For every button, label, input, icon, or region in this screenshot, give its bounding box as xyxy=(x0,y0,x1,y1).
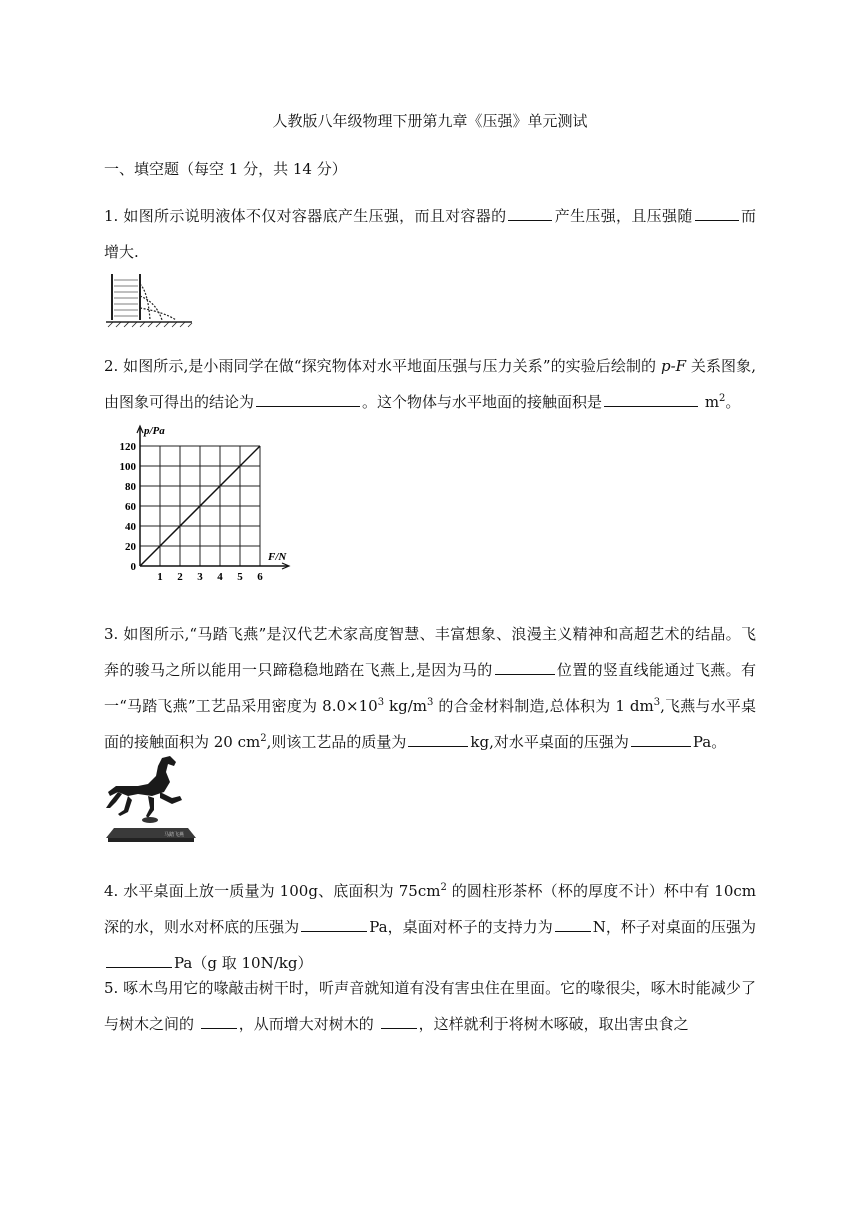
q3-sup-2: 3 xyxy=(427,697,434,708)
q1-blank-2[interactable] xyxy=(695,206,739,221)
q4-text-2: 的圆柱形茶杯（杯的厚度不计）杯中有 10cm 深的水，则水对杯底的压强为 xyxy=(104,882,756,936)
q3-blank-1[interactable] xyxy=(495,660,555,675)
q3-text-7: kg,对水平桌面的压强为 xyxy=(470,733,629,751)
q2-blank-2[interactable] xyxy=(604,392,698,407)
q3-text-1: 3. 如图所示,“马踏飞燕”是汉代艺术家高度智慧、丰富想象、浪漫主义精神和高超艺术的结晶。飞奔的骏马之所以能用一只蹄稳稳地踏在飞燕上,是因为马的 xyxy=(104,625,756,679)
p-f-chart xyxy=(104,420,304,589)
q3-blank-3[interactable] xyxy=(631,732,691,747)
page-title: 人教版八年级物理下册第九章《压强》单元测试 xyxy=(272,112,588,130)
q3-text-4: 的合金材料制造,总体积为 1 dm xyxy=(433,697,654,715)
q4-sup: 2 xyxy=(440,882,447,893)
q4-text-3: Pa，桌面对杯子的支持力为 xyxy=(369,918,553,936)
x-axis-label: F/N xyxy=(268,551,287,563)
y-tick-label: 20 xyxy=(125,541,136,553)
q2-unit-sup: 2 xyxy=(719,393,726,404)
q1-text-3: 而增大. xyxy=(104,207,756,261)
question-3 xyxy=(104,616,756,760)
q5-blank-1[interactable] xyxy=(201,1014,237,1029)
q3-sup-4: 2 xyxy=(260,733,267,744)
q3-text-2: 位置的竖直线能通过飞燕。有一“马踏飞燕”工艺品采用密度为 8.0×10 xyxy=(104,661,756,715)
q2-text-end: 。 xyxy=(725,393,741,411)
x-tick-label: 5 xyxy=(237,571,243,583)
x-tick-label: 1 xyxy=(157,571,163,583)
y-tick-label: 60 xyxy=(125,501,136,513)
q4-blank-2[interactable] xyxy=(555,917,591,932)
liquid-pressure-figure xyxy=(104,270,196,334)
y-tick-label: 80 xyxy=(125,481,136,493)
q4-blank-1[interactable] xyxy=(301,917,367,932)
horse-plaque-text: 马踏飞燕 xyxy=(164,832,185,838)
x-tick-label: 4 xyxy=(217,571,223,583)
origin-label: 0 xyxy=(130,561,136,573)
q5-blank-2[interactable] xyxy=(381,1014,417,1029)
q3-text-6: ,则该工艺品的质量为 xyxy=(266,733,407,751)
q2-blank-1[interactable] xyxy=(256,392,360,407)
q3-text-3: kg/m xyxy=(384,697,427,715)
q4-text-5: Pa（g 取 10N/kg） xyxy=(174,954,313,972)
x-tick-label: 2 xyxy=(177,571,183,583)
q4-text-4: N，杯子对桌面的压强为 xyxy=(592,918,756,936)
question-5 xyxy=(104,970,756,1042)
q3-text-5: ,飞燕与水平桌面的接触面积为 20 cm xyxy=(104,697,756,751)
question-4 xyxy=(104,873,756,981)
q1-text-2: 产生压强，且压强随 xyxy=(554,207,693,225)
q2-text-1: 2. 如图所示,是小雨同学在做“探究物体对水平地面压强与压力关系”的实验后绘制的 xyxy=(104,357,657,375)
q3-sup-3: 3 xyxy=(653,697,661,708)
question-1 xyxy=(104,198,756,270)
p-f-chart-svg xyxy=(104,420,304,585)
q4-text-1: 4. 水平桌面上放一质量为 100g、底面积为 75cm xyxy=(104,882,441,900)
q5-text-1: 5. 啄木鸟用它的喙敲击树干时，听声音就知道有没有害虫住在里面。它的喙很尖，啄木时能减少了与树木之间的 xyxy=(104,979,756,1033)
y-tick-label: 120 xyxy=(119,441,136,453)
q2-text-2: 关系图象,由图象可得出的结论为 xyxy=(104,357,756,411)
q5-text-3: ，这样就利于将树木啄破，取出害虫食之 xyxy=(418,1015,689,1033)
x-tick-label: 3 xyxy=(197,571,203,583)
x-tick-label: 6 xyxy=(257,571,263,583)
q3-sup-1: 3 xyxy=(377,697,385,708)
q1-blank-1[interactable] xyxy=(508,206,552,221)
q1-text-1: 1. 如图所示说明液体不仅对容器底产生压强，而且对容器的 xyxy=(104,207,507,225)
q2-unit: m xyxy=(704,393,720,411)
q2-pf-label: p-F xyxy=(660,357,687,375)
y-axis-label: p/Pa xyxy=(144,425,165,437)
section-heading: 一、填空题（每空 1 分，共 14 分） xyxy=(104,160,347,178)
q3-text-8: Pa。 xyxy=(692,733,727,751)
q5-text-2: ，从而增大对树木的 xyxy=(238,1015,374,1033)
q2-text-3: 。这个物体与水平地面的接触面积是 xyxy=(362,393,603,411)
q3-blank-2[interactable] xyxy=(408,732,468,747)
q4-blank-3[interactable] xyxy=(106,953,172,968)
y-tick-label: 40 xyxy=(125,521,136,533)
question-2 xyxy=(104,348,756,420)
galloping-horse-figure xyxy=(104,752,200,852)
y-tick-label: 100 xyxy=(119,461,136,473)
